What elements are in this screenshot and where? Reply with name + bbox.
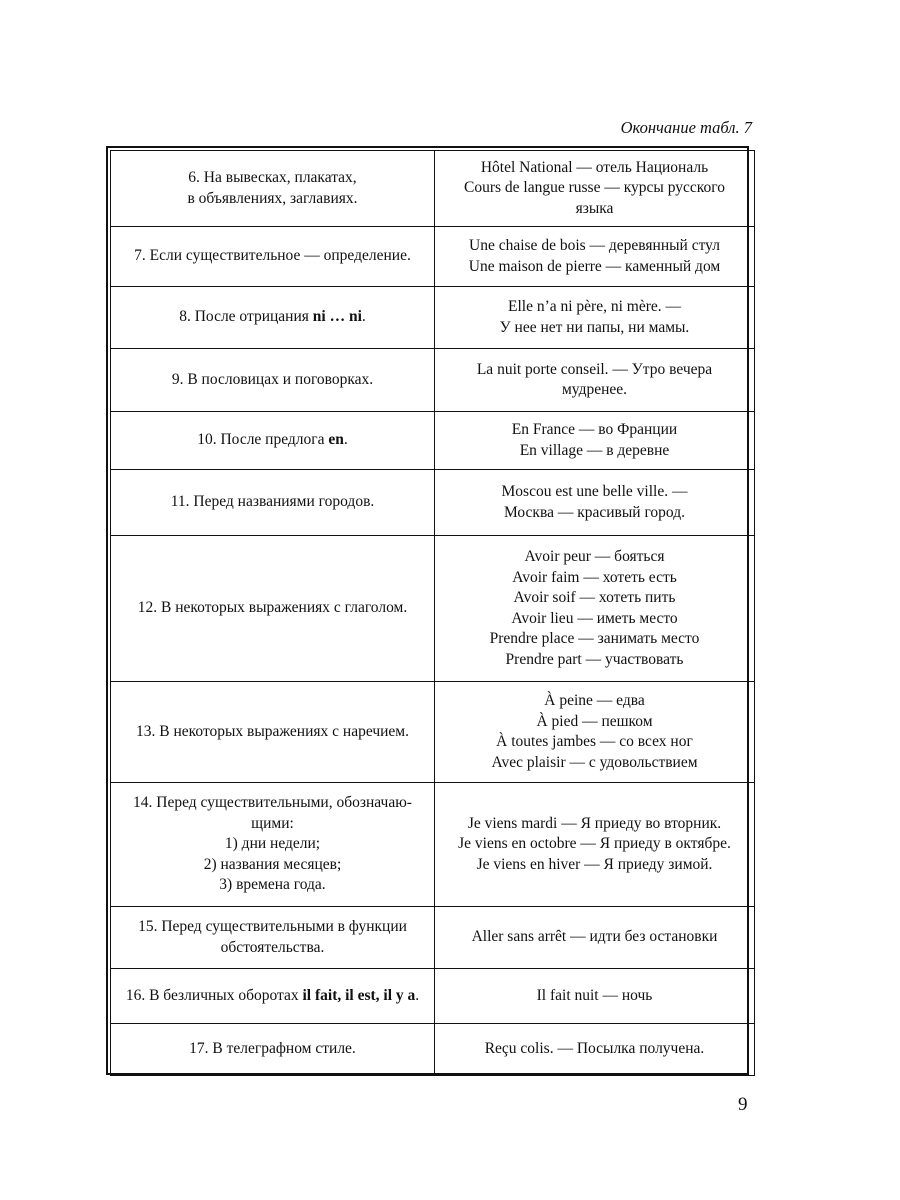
rule-cell bbox=[111, 783, 435, 907]
table-row bbox=[111, 151, 755, 227]
rule-text-line: 14. Перед существительными, обозначаю- bbox=[133, 794, 412, 812]
example-cell bbox=[435, 227, 755, 287]
rule-text-line: 3) времена года. bbox=[219, 876, 326, 894]
example-line: Aller sans arrêt — идти без остановки bbox=[471, 928, 718, 946]
rule-cell bbox=[111, 470, 435, 536]
example-cell bbox=[435, 969, 755, 1024]
rule-cell bbox=[111, 412, 435, 470]
rule-text-line: 11. Перед названиями городов. bbox=[170, 493, 375, 511]
example-line: Moscou est une belle ville. — bbox=[501, 483, 688, 500]
rules-table bbox=[110, 150, 755, 1076]
example-line: Москва — красивый город. bbox=[504, 503, 685, 521]
rule-keyword: il fait, il est, il y a bbox=[302, 986, 416, 1004]
rule-text-suffix: . bbox=[415, 986, 420, 1004]
example-line: Avoir soif — хотеть пить bbox=[513, 589, 676, 606]
page-number: 9 bbox=[738, 1094, 748, 1115]
table-row bbox=[111, 969, 755, 1024]
example-line: Il fait nuit — ночь bbox=[536, 986, 653, 1004]
table-caption: Окончание табл. 7 bbox=[620, 118, 752, 137]
example-cell bbox=[435, 349, 755, 412]
rule-text-suffix: . bbox=[361, 308, 366, 326]
table-row bbox=[111, 470, 755, 536]
example-line: Cours de langue russe — курсы русского bbox=[464, 179, 725, 197]
table-row bbox=[111, 349, 755, 412]
rule-keyword: ni … ni bbox=[312, 308, 362, 326]
table-row bbox=[111, 1024, 755, 1076]
example-cell bbox=[435, 412, 755, 470]
example-line: языка bbox=[575, 199, 614, 217]
example-line: En France — во Франции bbox=[511, 421, 678, 438]
example-line: Je viens en octobre — Я приеду в октябре. bbox=[458, 835, 731, 853]
rule-text-line: щими: bbox=[251, 814, 294, 832]
rule-text-line: 15. Перед существительными в функции bbox=[138, 918, 407, 935]
table-row bbox=[111, 287, 755, 349]
rule-cell bbox=[111, 151, 435, 227]
rule-cell bbox=[111, 969, 435, 1024]
example-line: Je viens en hiver — Я приеду зимой. bbox=[476, 855, 713, 873]
rule-text-line: 6. На вывесках, плакатах, bbox=[188, 169, 357, 186]
example-line: À toutes jambes — со всех ног bbox=[496, 733, 693, 750]
rule-keyword: en bbox=[328, 431, 344, 449]
example-line: Prendre place — занимать место bbox=[489, 630, 700, 647]
rule-text-line: 2) названия месяцев; bbox=[203, 855, 342, 873]
table-row bbox=[111, 412, 755, 470]
example-line: Elle n’a ni père, ni mère. — bbox=[507, 298, 681, 315]
example-cell bbox=[435, 536, 755, 682]
rule-cell bbox=[111, 1024, 435, 1076]
example-cell bbox=[435, 151, 755, 227]
rule-text-line: 1) дни недели; bbox=[224, 835, 321, 853]
example-cell bbox=[435, 1024, 755, 1076]
rule-cell bbox=[111, 536, 435, 682]
table-row bbox=[111, 783, 755, 907]
table-row bbox=[111, 907, 755, 969]
example-cell bbox=[435, 783, 755, 907]
example-line: Prendre part — участвовать bbox=[505, 650, 684, 668]
rule-text-line: в объявлениях, заглавиях. bbox=[187, 189, 358, 207]
rule-text: 10. После предлога bbox=[197, 431, 329, 449]
rule-cell bbox=[111, 349, 435, 412]
example-line: У нее нет ни папы, ни мамы. bbox=[499, 318, 690, 336]
rule-text-suffix: . bbox=[343, 431, 348, 449]
table-row bbox=[111, 682, 755, 783]
rule-text: 8. После отрицания bbox=[179, 308, 313, 326]
example-cell bbox=[435, 470, 755, 536]
example-line: Je viens mardi — Я приеду во вторник. bbox=[467, 814, 722, 832]
example-line: Une chaise de bois — деревянный стул bbox=[469, 237, 720, 254]
table-row bbox=[111, 227, 755, 287]
rule-cell bbox=[111, 227, 435, 287]
rule-text-line: 13. В некоторых выражениях с наречием. bbox=[136, 722, 409, 740]
rule-text-line: 17. В телеграфном стиле. bbox=[189, 1040, 356, 1058]
example-line: En village — в деревне bbox=[519, 441, 670, 459]
example-line: La nuit porte conseil. — Утро вечера bbox=[476, 360, 713, 378]
example-line: Une maison de pierre — каменный дом bbox=[468, 257, 721, 275]
example-line: мудренее. bbox=[561, 381, 628, 398]
example-line: Avoir lieu — иметь место bbox=[511, 609, 678, 627]
example-line: À peine — едва bbox=[544, 692, 645, 709]
rule-text: 16. В безличных оборотах bbox=[125, 986, 303, 1004]
example-cell bbox=[435, 907, 755, 969]
example-line: Avoir faim — хотеть есть bbox=[512, 568, 677, 586]
example-line: Reçu colis. — Посылка получена. bbox=[484, 1040, 705, 1058]
example-cell bbox=[435, 682, 755, 783]
rule-cell bbox=[111, 907, 435, 969]
example-line: Avoir peur — бояться bbox=[524, 548, 665, 565]
rule-text-line: 9. В пословицах и поговорках. bbox=[171, 370, 374, 388]
example-cell bbox=[435, 287, 755, 349]
example-line: Hôtel National — отель Националь bbox=[480, 158, 709, 176]
rule-text-line: обстоятельства. bbox=[220, 938, 325, 956]
rule-text-line: 7. Если существительное — определение. bbox=[134, 247, 411, 265]
rule-cell bbox=[111, 287, 435, 349]
rule-text-line: 12. В некоторых выражениях с глаголом. bbox=[137, 599, 408, 617]
example-line: Avec plaisir — с удовольствием bbox=[491, 753, 698, 771]
rule-cell bbox=[111, 682, 435, 783]
table-row bbox=[111, 536, 755, 682]
example-line: À pied — пешком bbox=[536, 712, 653, 730]
